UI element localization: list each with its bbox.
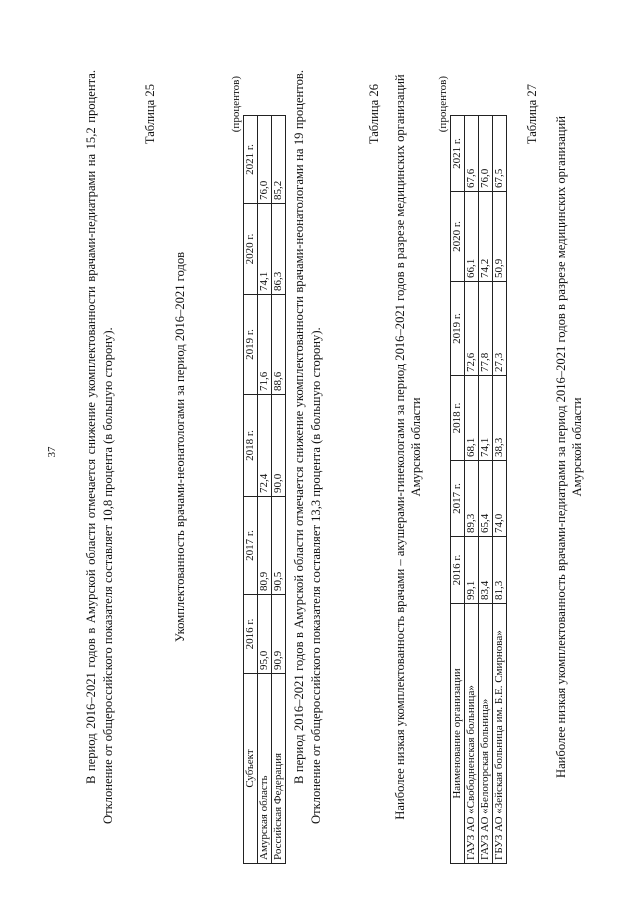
table-cell: 67,5: [493, 116, 507, 192]
table26-header: 2020 г.: [451, 192, 465, 282]
table-row: [493, 116, 507, 864]
table-cell: 66,1: [465, 192, 479, 282]
table-cell: 88,6: [272, 295, 286, 395]
paragraph-neonatologists: В период 2016–2021 годов в Амурской области отмечается снижение укомплектованности врачами-неонатологами на 19 процентов. Отклонение от общероссийского показателя составляет 13,3 процента (в большую сторону).: [292, 70, 323, 824]
table-cell: 38,3: [493, 376, 507, 461]
table-cell: 76,0: [258, 116, 272, 204]
table25-header: 2016 г.: [244, 595, 258, 674]
table-cell: 76,0: [479, 116, 493, 192]
table-cell: 74,1: [258, 204, 272, 295]
table-cell: 89,3: [465, 461, 479, 537]
table-cell: 71,6: [258, 295, 272, 395]
table27-caption: Наиболее низкая укомплектованность врачами-педиатрами за период 2016–2021 годов в разрезе медицинских организаций Амурской области: [554, 116, 584, 779]
table-cell: 90,0: [272, 395, 286, 497]
table-cell: 68,1: [465, 376, 479, 461]
table25-header: Субъект: [244, 674, 258, 864]
table26-header: 2017 г.: [451, 461, 465, 537]
table25-number: Таблица 25: [143, 84, 157, 145]
table-cell: 85,2: [272, 116, 286, 204]
table-cell: 77,8: [479, 282, 493, 376]
table-cell: ГАУЗ АО «Белогорская больница»: [479, 604, 493, 864]
table-cell: Российская Федерация: [272, 674, 286, 864]
table26-header: 2016 г.: [451, 537, 465, 604]
table-cell: 67,6: [465, 116, 479, 192]
table-cell: 72,6: [465, 282, 479, 376]
table-cell: 74,2: [479, 192, 493, 282]
table25: [243, 115, 286, 864]
table-cell: 72,4: [258, 395, 272, 497]
table-cell: 95,0: [258, 595, 272, 674]
table26-caption: Наиболее низкая укомплектованность врачами – акушерами-гинекологами за период 2016–2021 годов в разрезе медицинских организаций Амурской области: [393, 74, 423, 820]
table-cell: 90,9: [272, 595, 286, 674]
paragraph-pediatricians: В период 2016–2021 годов в Амурской области отмечается снижение укомплектованности врачами-педиатрами на 15,2 процента. Отклонение от общероссийского показателя составляет 10,8 процента (в большую сторону).: [84, 70, 115, 824]
table-cell: 74,1: [479, 376, 493, 461]
table-row: [258, 116, 272, 864]
table26-header: Наименование организации: [451, 604, 465, 864]
table26-unit: (процентов): [437, 76, 449, 133]
table25-header: 2020 г.: [244, 204, 258, 295]
table-cell: 81,3: [493, 537, 507, 604]
table26: [450, 115, 507, 864]
table-cell: 99,1: [465, 537, 479, 604]
table-row: [479, 116, 493, 864]
table-cell: 27,3: [493, 282, 507, 376]
table26-header-row: [451, 116, 465, 864]
table-row: [272, 116, 286, 864]
table-cell: 80,9: [258, 497, 272, 595]
table25-header: 2021 г.: [244, 116, 258, 204]
table25-unit: (процентов): [230, 76, 242, 133]
table25-header: 2019 г.: [244, 295, 258, 395]
table26-header: 2019 г.: [451, 282, 465, 376]
table-cell: 90,5: [272, 497, 286, 595]
table25-header: 2017 г.: [244, 497, 258, 595]
table-cell: 83,4: [479, 537, 493, 604]
table-cell: 86,3: [272, 204, 286, 295]
table-row: [465, 116, 479, 864]
page-number: 37: [46, 446, 58, 458]
table27-number: Таблица 27: [525, 84, 539, 145]
table-cell: ГАУЗ АО «Свободненская больница»: [465, 604, 479, 864]
table26-header: 2018 г.: [451, 376, 465, 461]
table-cell: ГБУЗ АО «Зейская больница им. Б.Е. Смирнова»: [493, 604, 507, 864]
table25-header: 2018 г.: [244, 395, 258, 497]
table-cell: 65,4: [479, 461, 493, 537]
table26-header: 2021 г.: [451, 116, 465, 192]
table-cell: Амурская область: [258, 674, 272, 864]
table-cell: 50,9: [493, 192, 507, 282]
table26-number: Таблица 26: [367, 84, 381, 145]
table25-caption: Укомплектованность врачами-неонатологами за период 2016–2021 годов: [173, 251, 187, 643]
table25-header-row: [244, 116, 258, 864]
table-cell: 74,0: [493, 461, 507, 537]
